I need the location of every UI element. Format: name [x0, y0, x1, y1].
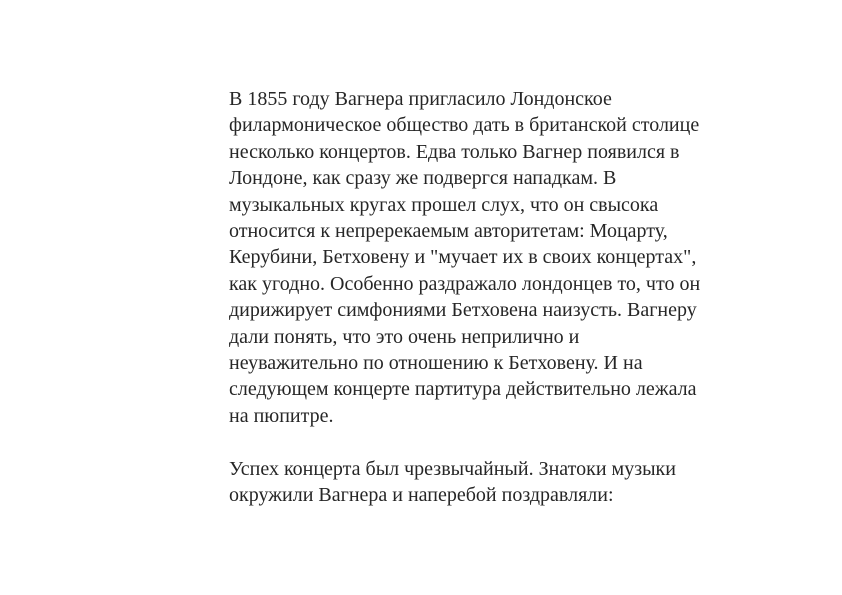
paragraph-2: [229, 456, 774, 509]
text-line: неуважительно по отношению к Бетховену. И на: [229, 352, 643, 375]
paragraph-1: [229, 86, 774, 429]
text-line: В 1855 году Вагнера пригласило Лондонское: [229, 88, 612, 110]
text-line: дали понять, что это очень неприлично и: [229, 325, 580, 348]
text-line: музыкальных кругах прошел слух, что он свысока: [229, 193, 659, 216]
text-line: относится к непререкаемым авторитетам: Моцарту,: [229, 220, 668, 243]
document-body: [229, 86, 774, 508]
text-line: Успех концерта был чрезвычайный. Знатоки музыки: [229, 457, 676, 480]
text-line: следующем концерте партитура действительно лежала: [229, 378, 697, 401]
text-line: Лондоне, как сразу же подвергся нападкам. В: [229, 167, 617, 190]
text-line: Керубини, Бетховену и "мучает их в своих концертах",: [229, 246, 697, 269]
text-line: как угодно. Особенно раздражало лондонцев то, что он: [229, 272, 701, 295]
text-line: филармоническое общество дать в британской столице: [229, 114, 700, 137]
text-line: несколько концертов. Едва только Вагнер появился в: [229, 140, 680, 163]
text-line: дирижирует симфониями Бетховена наизусть. Вагнеру: [229, 299, 697, 322]
text-line: на пюпитре.: [229, 404, 334, 427]
text-line: окружили Вагнера и наперебой поздравляли:: [229, 484, 614, 507]
